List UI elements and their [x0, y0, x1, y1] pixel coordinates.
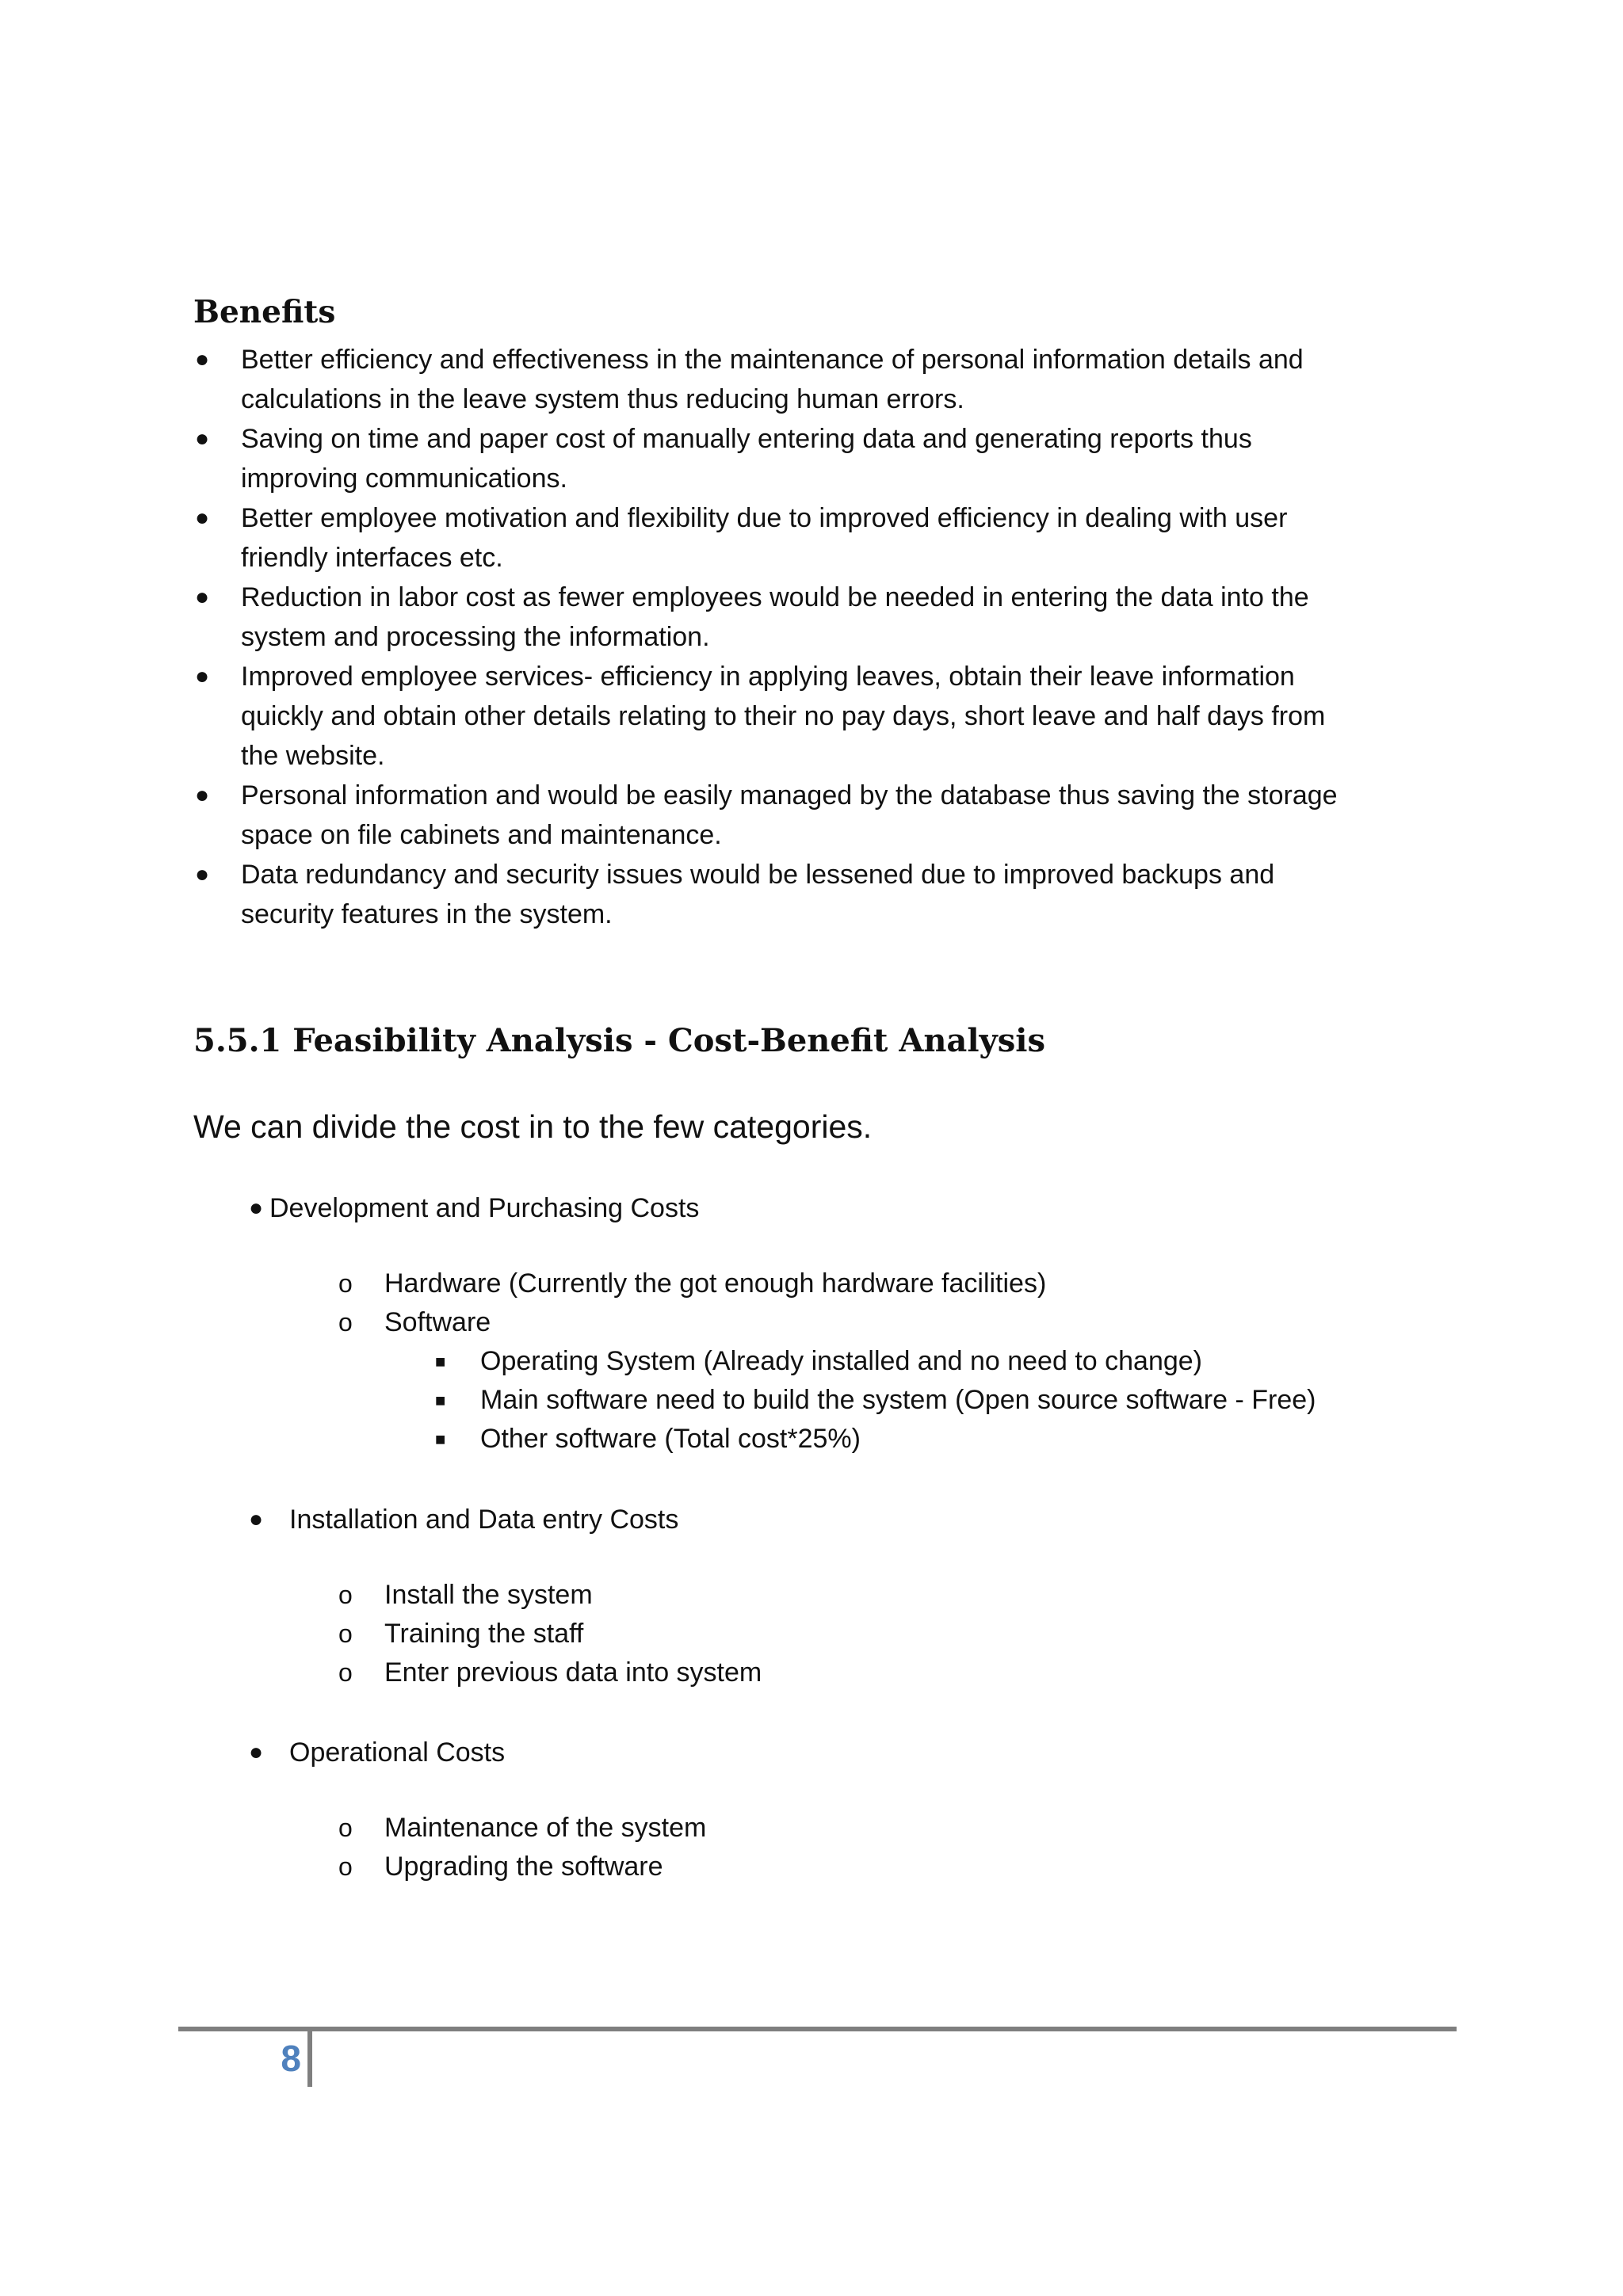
cost-subitem: o Upgrading the software [193, 1848, 1442, 1886]
benefit-item: ● Personal information and would be easily managed by the database thus saving the storage space on file cabinets and maintenance. [193, 776, 1442, 855]
benefit-item: ● Better efficiency and effectiveness in the maintenance of personal information details and calculations in the leave system thus reducing human errors. [193, 340, 1442, 419]
footer-rule [178, 2027, 1457, 2031]
cost-subitem: o Install the system [193, 1576, 1442, 1615]
benefits-heading: Benefits [193, 294, 336, 330]
bullet-icon: ● [249, 1739, 264, 1765]
benefit-item: ● Better employee motivation and flexibility due to improved efficiency in dealing with user friendly interfaces etc. [193, 498, 1442, 578]
bullet-icon: ● [195, 861, 210, 887]
cost-category-title: ● Installation and Data entry Costs [193, 1500, 1442, 1539]
cost-category [193, 1733, 1442, 1886]
benefits-list [193, 340, 1442, 934]
cost-category-title: ● Operational Costs [193, 1733, 1442, 1772]
cost-category [193, 1188, 1442, 1459]
bullet-icon: ● [249, 1195, 264, 1221]
bullet-icon: ● [195, 782, 210, 808]
circle-bullet-icon: o [338, 1581, 353, 1609]
circle-bullet-icon: o [338, 1619, 353, 1648]
circle-bullet-icon: o [338, 1658, 353, 1687]
benefit-item: ● Improved employee services- efficiency in applying leaves, obtain their leave information quickly and obtain other details relating to their no pay days, short leave and half days from the website. [193, 657, 1442, 776]
bullet-icon: ● [195, 505, 210, 531]
cost-subitem: o Training the staff [193, 1615, 1442, 1653]
cost-subitem: o Hardware (Currently the got enough hardware facilities) [193, 1264, 1442, 1303]
cost-subsubitem: ■ Main software need to build the system (Open source software - Free) [193, 1381, 1442, 1420]
cost-subitem: o Software [193, 1303, 1442, 1342]
cost-category [193, 1500, 1442, 1692]
bullet-icon: ● [195, 346, 210, 372]
bullet-icon: ● [195, 663, 210, 689]
bullet-icon: ● [249, 1506, 264, 1532]
cost-category-title: ● Development and Purchasing Costs [193, 1188, 1442, 1228]
square-bullet-icon: ■ [435, 1352, 446, 1371]
cost-subitem: o Maintenance of the system [193, 1809, 1442, 1848]
page-number: 8 [281, 2038, 301, 2079]
cost-subsubitem: ■ Operating System (Already installed and no need to change) [193, 1342, 1442, 1381]
bullet-icon: ● [195, 425, 210, 452]
cost-subsubitem: ■ Other software (Total cost*25%) [193, 1420, 1442, 1459]
cost-subitem: o Enter previous data into system [193, 1653, 1442, 1692]
bullet-icon: ● [195, 584, 210, 610]
square-bullet-icon: ■ [435, 1390, 446, 1410]
circle-bullet-icon: o [338, 1852, 353, 1881]
circle-bullet-icon: o [338, 1814, 353, 1842]
circle-bullet-icon: o [338, 1308, 353, 1337]
footer-divider [307, 2031, 312, 2087]
section-heading: 5.5.1 Feasibility Analysis - Cost-Benefit Analysis [193, 1022, 1046, 1059]
circle-bullet-icon: o [338, 1269, 353, 1298]
section-intro: We can divide the cost in to the few categories. [193, 1108, 873, 1145]
benefit-item: ● Saving on time and paper cost of manually entering data and generating reports thus improving communications. [193, 419, 1442, 498]
square-bullet-icon: ■ [435, 1429, 446, 1449]
benefit-item: ● Data redundancy and security issues would be lessened due to improved backups and security features in the system. [193, 855, 1442, 934]
benefit-item: ● Reduction in labor cost as fewer employees would be needed in entering the data into the system and processing the information. [193, 578, 1442, 657]
